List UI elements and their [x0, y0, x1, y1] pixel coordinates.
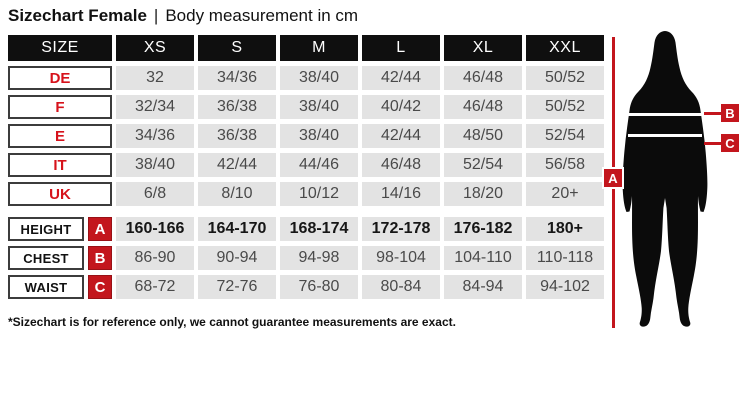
- measure-label-waist: WAIST: [8, 275, 84, 299]
- size-value: 42/44: [362, 124, 440, 148]
- measure-label-chest: CHEST: [8, 246, 84, 270]
- measure-value: 76-80: [280, 275, 358, 299]
- marker-badge-a-table: A: [88, 217, 112, 241]
- row-label-height: [8, 217, 112, 241]
- measure-value: 68-72: [116, 275, 194, 299]
- waist-line: [628, 134, 702, 137]
- size-value: 32: [116, 66, 194, 90]
- measure-value: 172-178: [362, 217, 440, 241]
- measure-value: 94-98: [280, 246, 358, 270]
- size-value: 14/16: [362, 182, 440, 206]
- chest-marker-line: [704, 112, 721, 115]
- size-value: 36/38: [198, 124, 276, 148]
- size-value: 46/48: [444, 95, 522, 119]
- measure-value: 164-170: [198, 217, 276, 241]
- size-value: 46/48: [444, 66, 522, 90]
- size-value: 38/40: [280, 95, 358, 119]
- size-value: 18/20: [444, 182, 522, 206]
- row-label-uk: UK: [8, 182, 112, 206]
- size-value: 38/40: [280, 124, 358, 148]
- header-cell-s: S: [198, 35, 276, 61]
- row-label-f: F: [8, 95, 112, 119]
- measure-value: 110-118: [526, 246, 604, 270]
- size-value: 52/54: [444, 153, 522, 177]
- row-label-de: DE: [8, 66, 112, 90]
- size-value: 38/40: [280, 66, 358, 90]
- measure-value: 72-76: [198, 275, 276, 299]
- size-table: [8, 35, 604, 299]
- measure-label-height: HEIGHT: [8, 217, 84, 241]
- header-cell-xs: XS: [116, 35, 194, 61]
- measure-value: 160-166: [116, 217, 194, 241]
- size-value: 8/10: [198, 182, 276, 206]
- table-spacer: [8, 211, 604, 212]
- marker-badge-a: A: [604, 169, 622, 187]
- measure-value: 176-182: [444, 217, 522, 241]
- size-value: 34/36: [116, 124, 194, 148]
- measure-value: 94-102: [526, 275, 604, 299]
- size-value: 10/12: [280, 182, 358, 206]
- title-separator: |: [153, 6, 159, 25]
- marker-badge-c-table: C: [88, 275, 112, 299]
- header-cell-xl: XL: [444, 35, 522, 61]
- header-cell-size: SIZE: [8, 35, 112, 61]
- title-main: Sizechart Female: [8, 6, 147, 25]
- size-value: 20+: [526, 182, 604, 206]
- size-value: 44/46: [280, 153, 358, 177]
- size-value: 32/34: [116, 95, 194, 119]
- size-value: 50/52: [526, 66, 604, 90]
- measure-value: 104-110: [444, 246, 522, 270]
- measure-value: 168-174: [280, 217, 358, 241]
- female-silhouette: [616, 30, 714, 332]
- measure-value: 84-94: [444, 275, 522, 299]
- measure-value: 180+: [526, 217, 604, 241]
- size-value: 42/44: [198, 153, 276, 177]
- marker-badge-b: B: [721, 104, 739, 122]
- row-label-chest: [8, 246, 112, 270]
- row-label-it: IT: [8, 153, 112, 177]
- footnote: *Sizechart is for reference only, we cannot guarantee measurements are exact.: [8, 315, 456, 329]
- size-value: 34/36: [198, 66, 276, 90]
- size-value: 36/38: [198, 95, 276, 119]
- measure-value: 90-94: [198, 246, 276, 270]
- row-label-waist: [8, 275, 112, 299]
- title-subtitle: Body measurement in cm: [165, 6, 359, 25]
- header-cell-m: M: [280, 35, 358, 61]
- size-value: 42/44: [362, 66, 440, 90]
- size-value: 40/42: [362, 95, 440, 119]
- page-title: [8, 6, 358, 26]
- header-cell-l: L: [362, 35, 440, 61]
- waist-marker-line: [704, 142, 721, 145]
- measure-value: 98-104: [362, 246, 440, 270]
- header-cell-xxl: XXL: [526, 35, 604, 61]
- size-value: 56/58: [526, 153, 604, 177]
- size-value: 46/48: [362, 153, 440, 177]
- size-value: 38/40: [116, 153, 194, 177]
- size-value: 50/52: [526, 95, 604, 119]
- marker-badge-c: C: [721, 134, 739, 152]
- marker-badge-b-table: B: [88, 246, 112, 270]
- size-value: 48/50: [444, 124, 522, 148]
- measure-value: 80-84: [362, 275, 440, 299]
- row-label-e: E: [8, 124, 112, 148]
- chest-line: [626, 113, 704, 116]
- size-value: 6/8: [116, 182, 194, 206]
- size-value: 52/54: [526, 124, 604, 148]
- measure-value: 86-90: [116, 246, 194, 270]
